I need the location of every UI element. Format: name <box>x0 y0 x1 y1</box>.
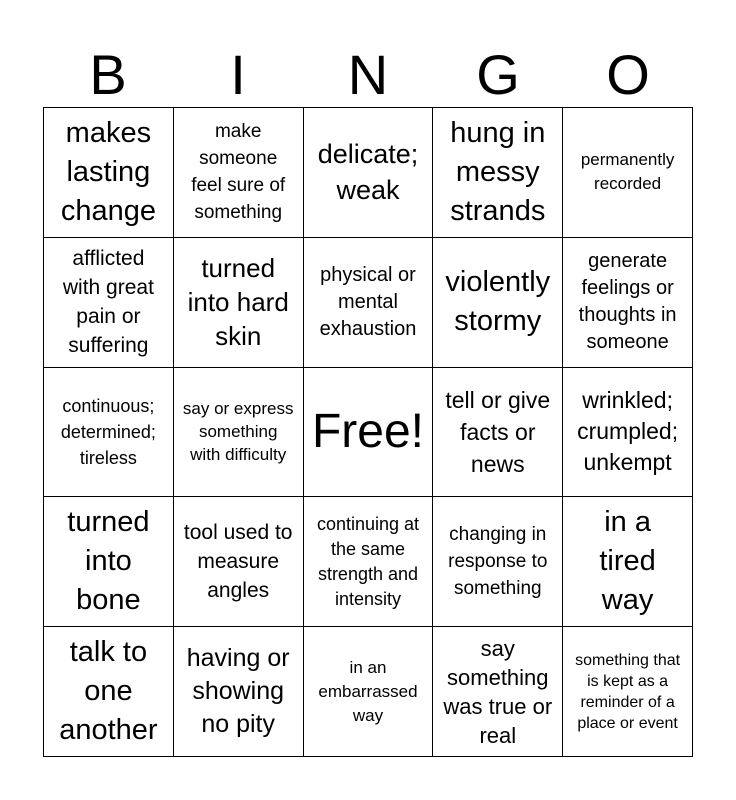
header-letter-b: B <box>89 43 127 106</box>
cell-text: something that is kept as a reminder of a place or event <box>575 651 681 732</box>
bingo-cell[interactable] <box>433 368 563 498</box>
bingo-cell[interactable] <box>563 368 693 498</box>
free-space-text: Free! <box>311 404 424 458</box>
cell-text: afflicted with great pain or suffering <box>62 247 154 358</box>
cell-text: make someone feel sure of something <box>191 121 286 224</box>
bingo-cell[interactable] <box>174 108 304 238</box>
bingo-cell[interactable] <box>174 368 304 498</box>
cell-text: tool used to measure angles <box>183 521 293 603</box>
bingo-cell[interactable] <box>433 627 563 757</box>
bingo-cell[interactable] <box>304 238 434 368</box>
bingo-cell[interactable] <box>304 497 434 627</box>
bingo-cell[interactable] <box>433 108 563 238</box>
cell-text: generate feelings or thoughts in someone <box>578 250 677 354</box>
header-letter-i: I <box>230 43 246 106</box>
bingo-cell[interactable] <box>44 497 174 627</box>
cell-text: in a tired way <box>599 506 656 617</box>
bingo-cell[interactable] <box>174 497 304 627</box>
cell-text: changing in response to something <box>448 524 548 600</box>
header-letter-n: N <box>347 43 389 106</box>
bingo-cell[interactable] <box>304 627 434 757</box>
bingo-cell[interactable] <box>174 238 304 368</box>
bingo-cell[interactable] <box>563 108 693 238</box>
cell-text: turned into bone <box>67 506 150 617</box>
bingo-cell[interactable] <box>44 627 174 757</box>
cell-text: violently stormy <box>445 266 551 338</box>
cell-text: talk to one another <box>59 636 158 747</box>
cell-text: permanently recorded <box>580 150 675 194</box>
cell-text: in an embarrassed way <box>318 657 418 725</box>
cell-text: continuing at the same strength and intensity <box>316 513 420 609</box>
cell-text: say something was true or real <box>443 635 553 748</box>
cell-text: say or express something with difficulty <box>182 399 294 465</box>
cell-text: wrinkled; crumpled; unkempt <box>577 387 679 476</box>
bingo-cell[interactable] <box>44 368 174 498</box>
bingo-cell[interactable] <box>563 627 693 757</box>
bingo-card-grid <box>43 107 693 757</box>
cell-text: hung in messy strands <box>450 116 546 227</box>
bingo-cell[interactable] <box>563 497 693 627</box>
cell-text: physical or mental exhaustion <box>319 263 417 340</box>
bingo-cell[interactable] <box>304 108 434 238</box>
bingo-header <box>43 44 693 106</box>
cell-text: continuous; determined; tireless <box>60 395 156 468</box>
cell-text: tell or give facts or news <box>445 386 551 477</box>
cell-text: delicate; weak <box>317 139 419 206</box>
cell-text: having or showing no pity <box>186 644 290 739</box>
bingo-cell[interactable] <box>433 497 563 627</box>
cell-text: turned into hard skin <box>187 253 289 352</box>
bingo-cell-free[interactable] <box>304 368 434 498</box>
bingo-cell[interactable] <box>44 238 174 368</box>
bingo-cell[interactable] <box>44 108 174 238</box>
bingo-cell[interactable] <box>174 627 304 757</box>
header-letter-g: G <box>476 43 520 106</box>
header-letter-o: O <box>606 43 650 106</box>
bingo-cell[interactable] <box>433 238 563 368</box>
bingo-cell[interactable] <box>563 238 693 368</box>
cell-text: makes lasting change <box>60 116 156 227</box>
